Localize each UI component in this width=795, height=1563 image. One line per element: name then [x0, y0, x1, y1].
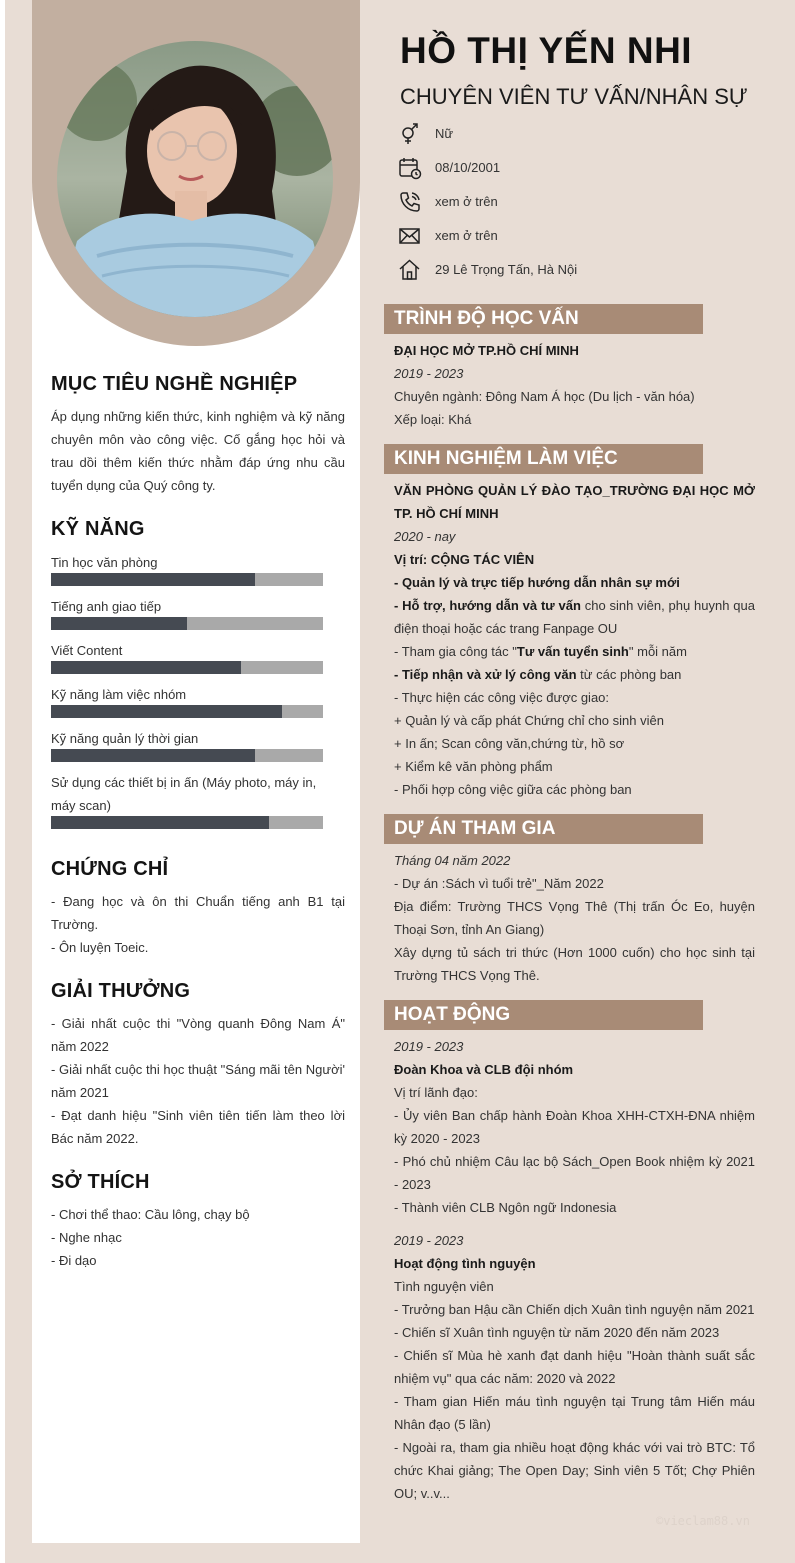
education-school: ĐẠI HỌC MỞ TP.HỒ CHÍ MINH: [394, 343, 579, 358]
info-gender-value: Nữ: [435, 126, 454, 141]
duty-bold: - Hỗ trợ, hướng dẫn và tư vấn: [394, 598, 581, 613]
email-icon: [398, 224, 422, 248]
info-email-value: xem ở trên: [435, 228, 498, 243]
info-address-value: 29 Lê Trọng Tấn, Hà Nội: [435, 262, 578, 277]
skill-bar-fill: [51, 705, 282, 718]
education-period: 2019 - 2023: [394, 366, 464, 381]
experience-duty: - Quản lý và trực tiếp hướng dẫn nhân sự mới: [394, 575, 680, 590]
award-line: - Giải nhất cuộc thi "Vòng quanh Đông Nam Á" năm 2022: [51, 1016, 345, 1054]
experience-position: Vị trí: CỘNG TÁC VIÊN: [394, 552, 535, 567]
skill-bar-fill: [51, 661, 241, 674]
project-description: Xây dựng tủ sách tri thức (Hơn 1000 cuốn) cho học sinh tại Trường THCS Vọng Thê.: [394, 945, 755, 983]
activity-org: Hoạt động tình nguyện: [394, 1256, 536, 1271]
duty-text: - Tham gia công tác ": [394, 644, 517, 659]
project-location: Địa điểm: Trường THCS Vọng Thê (Thị trấn Óc Eo, huyện Thoại Sơn, tỉnh An Giang): [394, 899, 755, 937]
activity-line: - Ủy viên Ban chấp hành Đoàn Khoa XHH-CTXH-ĐNA nhiệm kỳ 2020 - 2023: [394, 1108, 755, 1146]
experience-org: VĂN PHÒNG QUẢN LÝ ĐÀO TẠO_TRƯỜNG ĐẠI HỌC MỞ TP. HỒ CHÍ MINH: [394, 483, 755, 521]
avatar: [57, 41, 333, 317]
skills-title: KỸ NĂNG: [51, 518, 145, 540]
section-band-experience: [384, 444, 703, 474]
activity-line: - Chiến sĩ Xuân tình nguyện từ năm 2020 đến năm 2023: [394, 1325, 720, 1340]
experience-duty: [394, 663, 755, 686]
hobbies-title: SỞ THÍCH: [51, 1171, 150, 1193]
projects-title: DỰ ÁN THAM GIA: [394, 818, 556, 839]
project-name: - Dự án :Sách vì tuổi trẻ"_Năm 2022: [394, 876, 604, 891]
hobby-line: - Nghe nhạc: [51, 1230, 122, 1245]
certificates-title: CHỨNG CHỈ: [51, 858, 169, 880]
hobby-line: - Đi dạo: [51, 1253, 97, 1268]
skill-bar-fill: [51, 573, 255, 586]
section-band-education: [384, 304, 703, 334]
activity-role: Vị trí lãnh đạo:: [394, 1085, 478, 1100]
education-major: Chuyên ngành: Đông Nam Á học (Du lịch - văn hóa): [394, 389, 695, 404]
skill-label: Tiếng anh giao tiếp: [51, 599, 162, 614]
objective-text: Áp dụng những kiến thức, kinh nghiệm và kỹ năng chuyên môn vào công việc. Cố gắng học hỏi và trau dồi thêm kiến thức nhằm đáp ứng nhu cầu tuyển dụng của Quý công ty.: [51, 409, 345, 493]
skill-bar-fill: [51, 617, 187, 630]
project-date: Tháng 04 năm 2022: [394, 853, 511, 868]
skill-bar: [51, 816, 323, 829]
skill-label: Sử dụng các thiết bị in ấn (Máy photo, máy in, máy scan): [51, 775, 317, 813]
activity-line: - Phó chủ nhiệm Câu lạc bộ Sách_Open Book nhiệm kỳ 2021 - 2023: [394, 1154, 755, 1192]
activity-line: - Trưởng ban Hậu cần Chiến dịch Xuân tình nguyện năm 2021: [394, 1302, 755, 1317]
skill-bar: [51, 749, 323, 762]
experience-duty: [394, 594, 755, 640]
awards-title: GIẢI THƯỞNG: [51, 980, 191, 1002]
skill-bar: [51, 661, 323, 674]
skill-label: Viết Content: [51, 643, 123, 658]
experience-duty: - Thực hiện các công việc được giao:: [394, 690, 610, 705]
experience-duty: + In ấn; Scan công văn,chứng từ, hồ sơ: [394, 736, 625, 751]
duty-bold: - Tiếp nhận và xử lý công văn: [394, 667, 577, 682]
objective-title: MỤC TIÊU NGHỀ NGHIỆP: [51, 373, 298, 395]
experience-duty: - Phối hợp công việc giữa các phòng ban: [394, 782, 632, 797]
candidate-name: HỒ THỊ YẾN NHI: [400, 30, 693, 71]
activity-line: - Thành viên CLB Ngôn ngữ Indonesia: [394, 1200, 617, 1215]
skill-bar-fill: [51, 816, 269, 829]
duty-bold: Tư vấn tuyển sinh: [516, 644, 629, 659]
skill-bar: [51, 705, 323, 718]
activity-period: 2019 - 2023: [394, 1039, 464, 1054]
education-grade: Xếp loại: Khá: [394, 412, 472, 427]
activity-org: Đoàn Khoa và CLB đội nhóm: [394, 1062, 574, 1077]
duty-text: cho sinh viên, phụ huynh qua điện thoại hoặc các trang Fanpage OU: [394, 598, 755, 636]
activity-role: Tình nguyện viên: [394, 1279, 494, 1294]
experience-period: 2020 - nay: [394, 529, 456, 544]
award-line: - Đạt danh hiệu "Sinh viên tiên tiến làm theo lời Bác năm 2022.: [51, 1108, 345, 1146]
award-line: - Giải nhất cuộc thi học thuật "Sáng mãi tên Người' năm 2021: [51, 1062, 345, 1100]
section-band-projects: [384, 814, 703, 844]
info-phone-value: xem ở trên: [435, 194, 498, 209]
calendar-icon: [398, 156, 422, 180]
activity-line: - Tham gian Hiến máu tình nguyện tại Trung tâm Hiến máu Nhân đạo (5 lần): [394, 1394, 755, 1432]
home-icon: [398, 258, 422, 282]
duty-text: " mỗi năm: [628, 644, 687, 659]
skill-label: Kỹ năng quản lý thời gian: [51, 731, 199, 746]
phone-icon: [398, 190, 422, 214]
activity-line: - Chiến sĩ Mùa hè xanh đạt danh hiệu "Hoàn thành suất sắc nhiệm vụ" qua các năm: 2020 và 2022: [394, 1348, 755, 1386]
certificate-line: - Ôn luyện Toeic.: [51, 940, 149, 955]
skill-label: Kỹ năng làm việc nhóm: [51, 687, 187, 702]
experience-duty: [394, 640, 755, 663]
skill-label: Tin học văn phòng: [51, 555, 158, 570]
experience-duty: + Quản lý và cấp phát Chứng chỉ cho sinh viên: [394, 713, 664, 728]
activity-period: 2019 - 2023: [394, 1233, 464, 1248]
avatar-portrait: [57, 41, 333, 317]
education-title: TRÌNH ĐỘ HỌC VẤN: [394, 308, 579, 329]
experience-title: KINH NGHIỆM LÀM VIỆC: [394, 448, 618, 469]
skill-bar: [51, 573, 323, 586]
certificate-line: - Đang học và ôn thi Chuẩn tiếng anh B1 tại Trường.: [51, 894, 345, 932]
info-birthday-value: 08/10/2001: [435, 160, 501, 175]
skill-bar-fill: [51, 749, 255, 762]
watermark: ©vieclam88.vn: [656, 1514, 750, 1528]
section-band-activities: [384, 1000, 703, 1030]
duty-text: từ các phòng ban: [576, 667, 682, 682]
candidate-title: CHUYÊN VIÊN TƯ VẤN/NHÂN SỰ: [400, 84, 748, 109]
skill-bar: [51, 617, 323, 630]
gender-icon: [398, 122, 422, 146]
activities-title: HOẠT ĐỘNG: [394, 1004, 511, 1025]
hobby-line: - Chơi thể thao: Cầu lông, chạy bộ: [51, 1207, 250, 1222]
activity-line: - Ngoài ra, tham gia nhiều hoạt động khác với vai trò BTC: Tổ chức Khai giảng; The Open Day; Sinh viên 5 Tốt; Chợ Phiên OU; v..v...: [394, 1440, 755, 1501]
experience-duty: + Kiểm kê văn phòng phẩm: [394, 759, 553, 774]
